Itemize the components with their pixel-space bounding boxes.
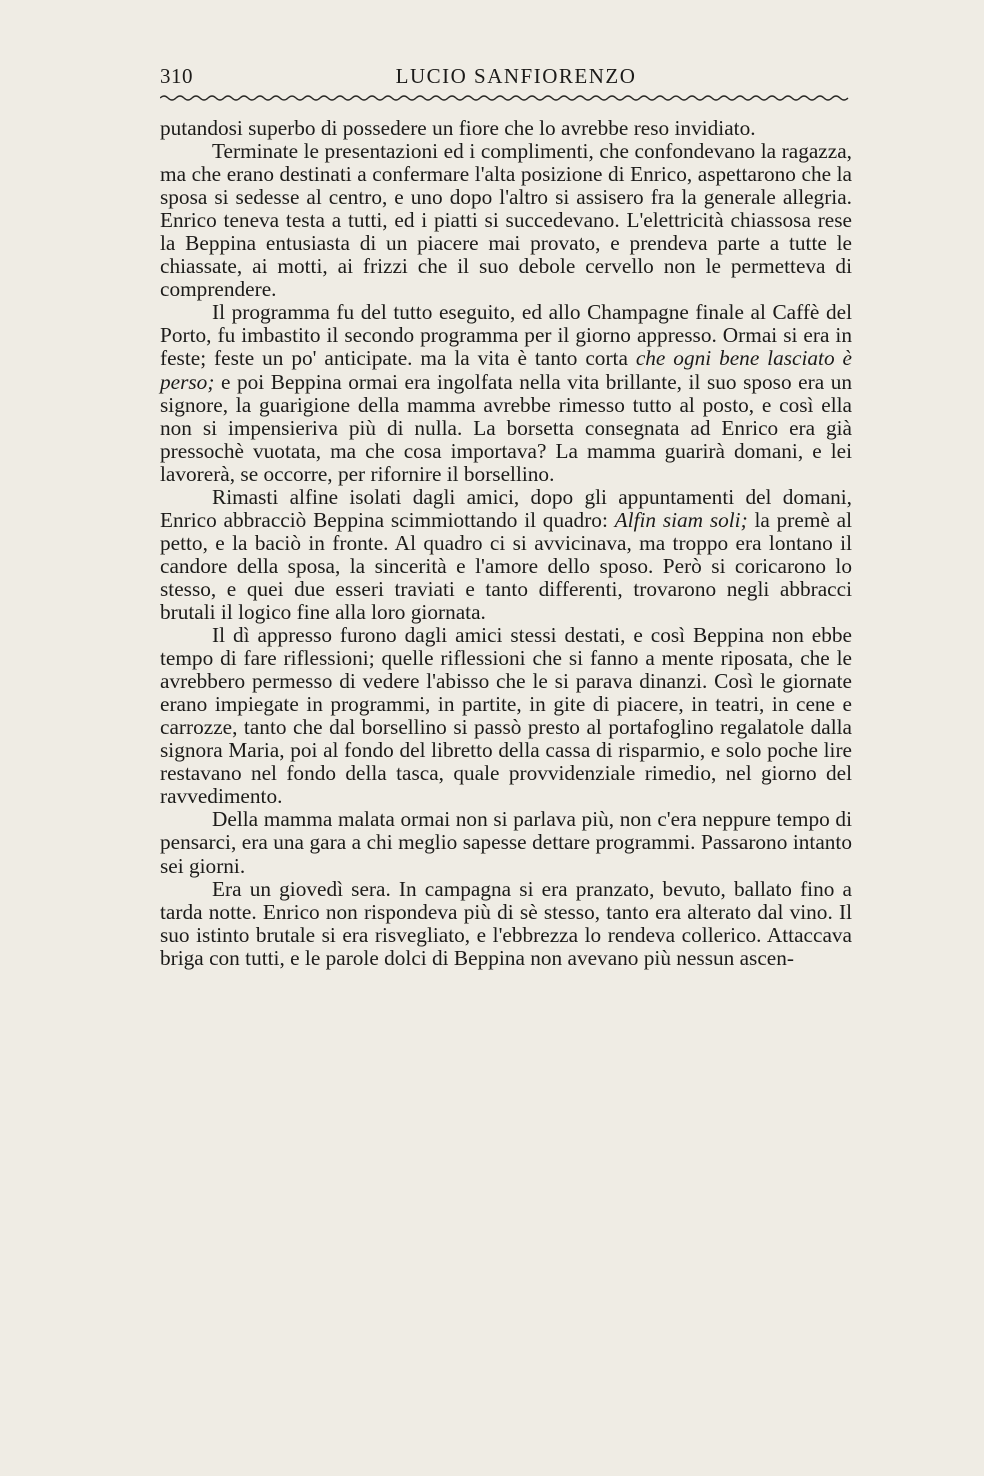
paragraph-6: Della mamma malata ormai non si parlava più, non c'era neppure tempo di pensarci, era una gara a chi meglio sapesse dettare programmi. Passarono intanto sei giorni.	[160, 807, 852, 878]
paragraph-1: putandosi superbo di possedere un fiore che lo avrebbe reso invidiato.	[160, 116, 756, 140]
wavy-rule	[160, 94, 852, 102]
paragraph-4-italic-phrase: Alfin siam soli;	[614, 507, 748, 532]
paragraph-3-italic-phrase: che ogni bene lasciato è perso;	[160, 346, 852, 394]
paragraph-7: Era un giovedì sera. In campagna si era pranzato, bevuto, ballato fino a tarda notte. Enrico non rispondeva più di sè stesso, tanto era alterato dal vino. Il suo istinto brutale si era risvegliato, e l'ebbrezza lo rendeva collerico. Attaccava briga con tutti, e le parole dolci di Beppina non avevano più nessun ascen-	[160, 876, 852, 970]
paragraph-4-text-start: Rimasti alfine isolati dagli amici, dopo gli appuntamenti del domani, Enrico abbracciò Beppina scimmiottando il quadro:	[160, 484, 852, 532]
body-text	[160, 117, 852, 970]
paragraph-5: Il dì appresso furono dagli amici stessi destati, e così Beppina non ebbe tempo di fare riflessioni; quelle riflessioni che si fanno a mente riposata, che le avrebbero permesso di vedere l'abisso che le si parava dinanzi. Così le giornate erano impiegate in programmi, in partite, in gite di piacere, in teatri, in cene e carrozze, tanto che dal borsellino si passò presto al portafoglino regalatole dalla signora Maria, poi al fondo del libretto della cassa di risparmio, e solo poche lire restavano nel fondo della tasca, quale provvidenziale rimedio, nel giorno del ravvedimento.	[160, 623, 852, 809]
running-title: LUCIO SANFIORENZO	[395, 64, 637, 88]
paragraph-3-text-end: e poi Beppina ormai era ingolfata nella vita brillante, il suo sposo era un signore, la guarigione della mamma avrebbe rimesso tutto al posto, e così ella non si impensieriva più di nulla. La borsetta consegnata ad Enrico era già pressochè vuotata, ma che cosa importava? La mamma guarirà domani, e lei lavorerà, se occorre, per rifornire il borsellino.	[160, 369, 852, 486]
paragraph-2: Terminate le presentazioni ed i complimenti, che confondevano la ragazza, ma che erano destinati a confermare l'alta posizione di Enrico, aspettarono che la sposa si sedesse al centro, e uno dopo l'altro si assisero fra la generale allegria. Enrico teneva testa a tutti, ed i piatti si succedevano. L'elettricità chiassosa rese la Beppina entusiasta di un piacere mai provato, e prendeva parte a tutte le chiassate, ai motti, ai frizzi che il suo debole cervello non le permetteva di comprendere.	[160, 139, 852, 302]
running-head	[160, 64, 852, 94]
paragraph-3-text-start: Il programma fu del tutto eseguito, ed allo Champagne finale al Caffè del Porto, fu imbastito il secondo programma per il giorno appresso. Ormai si era in feste; feste un po' anticipate. ma la vita è tanto corta	[160, 300, 852, 371]
paragraph-3	[160, 301, 852, 485]
page-number: 310	[160, 64, 193, 88]
paragraph-4-text-end: la premè al petto, e la baciò in fronte. Al quadro ci si avvicinava, ma troppo era lontano il candore della sposa, la sincerità e l'amore dello sposo. Però si coricarono lo stesso, e quei due esseri traviati e tanto differenti, trovarono negli abbracci brutali il logico fine alla loro giornata.	[160, 507, 852, 624]
paragraph-4	[160, 486, 852, 624]
